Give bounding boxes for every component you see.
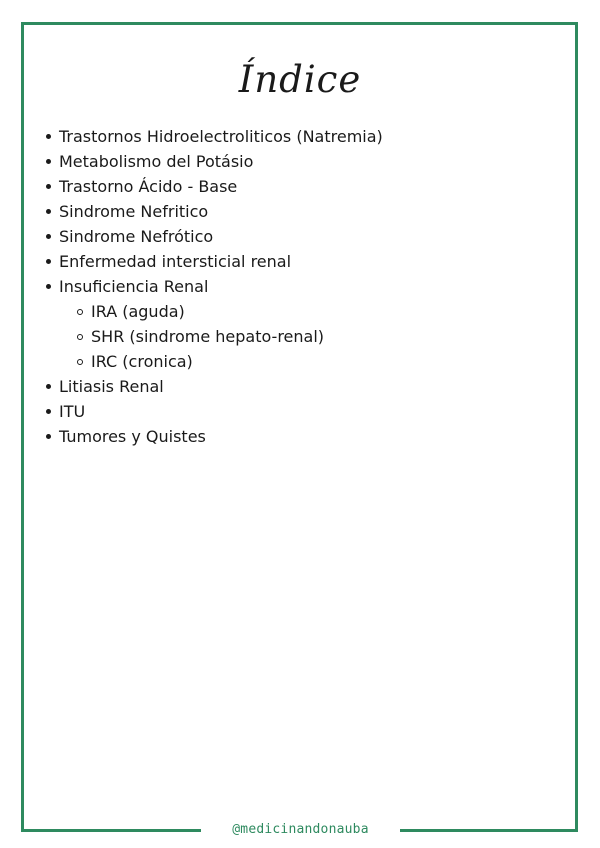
hollow-bullet-icon (77, 309, 83, 315)
bullet-icon (46, 134, 51, 139)
toc-sub-item-label: IRC (cronica) (91, 352, 193, 371)
toc-item (44, 124, 383, 149)
bullet-icon (46, 434, 51, 439)
page-title: Índice (238, 58, 362, 101)
toc-item (44, 224, 383, 249)
toc-item (44, 199, 383, 224)
toc-item (44, 274, 383, 299)
footer-handle: @medicinandonauba (232, 822, 369, 837)
frame-bottom-left-border (21, 829, 201, 832)
hollow-bullet-icon (77, 334, 83, 340)
toc-item-label: Insuficiencia Renal (59, 277, 209, 296)
bullet-icon (46, 284, 51, 289)
toc-sub-item (44, 349, 383, 374)
toc-item-label: Metabolismo del Potásio (59, 152, 254, 171)
toc-sub-item (44, 324, 383, 349)
bullet-icon (46, 259, 51, 264)
frame-top-border (21, 22, 578, 25)
toc-sub-item-label: SHR (sindrome hepato-renal) (91, 327, 325, 346)
toc-item-label: Sindrome Nefrótico (59, 227, 214, 246)
toc-item-label: Trastorno Ácido - Base (59, 177, 238, 196)
frame-left-border (21, 22, 24, 832)
bullet-icon (46, 209, 51, 214)
toc-sub-item (44, 299, 383, 324)
toc-item (44, 399, 383, 424)
bullet-icon (46, 384, 51, 389)
toc-item (44, 149, 383, 174)
toc-item (44, 249, 383, 274)
bullet-icon (46, 234, 51, 239)
toc-sub-item-label: IRA (aguda) (91, 302, 185, 321)
frame-bottom-right-border (400, 829, 578, 832)
toc-item-label: Litiasis Renal (59, 377, 164, 396)
toc-item (44, 374, 383, 399)
toc-item-label: Tumores y Quistes (59, 427, 206, 446)
toc-item-label: Sindrome Nefritico (59, 202, 209, 221)
toc-item-label: Trastornos Hidroelectroliticos (Natremia) (59, 127, 383, 146)
toc-item (44, 424, 383, 449)
bullet-icon (46, 184, 51, 189)
toc-item (44, 174, 383, 199)
toc-item-label: ITU (59, 402, 86, 421)
hollow-bullet-icon (77, 359, 83, 365)
bullet-icon (46, 159, 51, 164)
bullet-icon (46, 409, 51, 414)
toc-item-label: Enfermedad intersticial renal (59, 252, 292, 271)
table-of-contents (44, 124, 383, 449)
frame-right-border (575, 22, 578, 832)
